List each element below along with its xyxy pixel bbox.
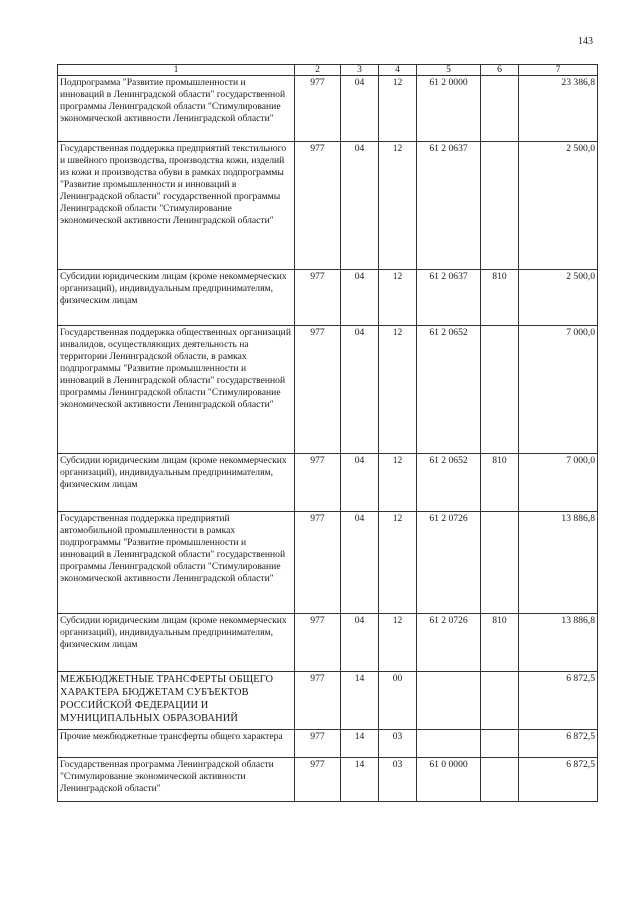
row-target-code: 61 2 0652	[417, 454, 481, 512]
row-expense-type	[481, 512, 519, 614]
row-ministry-code: 977	[295, 142, 341, 270]
row-ministry-code: 977	[295, 326, 341, 454]
row-expense-type	[481, 326, 519, 454]
row-section-code: 04	[341, 270, 379, 326]
row-subsection-code: 12	[379, 454, 417, 512]
row-expense-type	[481, 142, 519, 270]
row-amount: 6 872,5	[519, 758, 598, 802]
row-expense-type	[481, 76, 519, 142]
row-subsection-code: 03	[379, 758, 417, 802]
row-section-code: 04	[341, 76, 379, 142]
row-name: МЕЖБЮДЖЕТНЫЕ ТРАНСФЕРТЫ ОБЩЕГО ХАРАКТЕРА БЮДЖЕТАМ СУБЪЕКТОВ РОССИЙСКОЙ ФЕДЕРАЦИИ И МУНИЦИПАЛЬНЫХ ОБРАЗОВАНИЙ	[58, 672, 295, 730]
row-subsection-code: 12	[379, 512, 417, 614]
row-section-code: 14	[341, 672, 379, 730]
header-col-1: 1	[58, 65, 295, 76]
row-ministry-code: 977	[295, 76, 341, 142]
row-target-code: 61 2 0652	[417, 326, 481, 454]
row-target-code: 61 2 0637	[417, 142, 481, 270]
table-row	[58, 614, 598, 672]
row-amount: 2 500,0	[519, 142, 598, 270]
row-target-code	[417, 672, 481, 730]
row-amount: 6 872,5	[519, 730, 598, 758]
row-name: Государственная поддержка предприятий автомобильной промышленности в рамках подпрограммы "Развитие промышленности и инноваций в Ленинградской области" государственной программы Ленинградской области "Стимулирование экономической активности Ленинградской области"	[58, 512, 295, 614]
row-name: Государственная поддержка предприятий текстильного и швейного производства, производства кожи, изделий из кожи и производства обуви в рамках подпрограммы "Развитие промышленности и инноваций в Ленинградской области" государственной программы Ленинградской области "Стимулирование экономической активности Ленинградской области"	[58, 142, 295, 270]
row-ministry-code: 977	[295, 270, 341, 326]
table-row	[58, 512, 598, 614]
row-amount: 7 000,0	[519, 326, 598, 454]
table-row	[58, 454, 598, 512]
row-subsection-code: 12	[379, 270, 417, 326]
row-amount: 6 872,5	[519, 672, 598, 730]
row-name: Подпрограмма "Развитие промышленности и инноваций в Ленинградской области" государственной программы Ленинградской области "Стимулирование экономической активности Ленинградской области"	[58, 76, 295, 142]
row-expense-type: 810	[481, 270, 519, 326]
header-col-3: 3	[341, 65, 379, 76]
row-amount: 23 386,8	[519, 76, 598, 142]
page-number: 143	[578, 36, 593, 47]
header-row	[58, 65, 598, 76]
table-row	[58, 270, 598, 326]
header-col-4: 4	[379, 65, 417, 76]
row-expense-type: 810	[481, 614, 519, 672]
row-amount: 13 886,8	[519, 614, 598, 672]
header-col-7: 7	[519, 65, 598, 76]
budget-table	[57, 64, 598, 802]
row-target-code: 61 2 0726	[417, 512, 481, 614]
table-row	[58, 142, 598, 270]
table-row	[58, 76, 598, 142]
row-section-code: 04	[341, 614, 379, 672]
row-ministry-code: 977	[295, 614, 341, 672]
row-subsection-code: 03	[379, 730, 417, 758]
row-name: Субсидии юридическим лицам (кроме некоммерческих организаций), индивидуальным предпринимателям, физическим лицам	[58, 454, 295, 512]
row-name: Государственная программа Ленинградской области "Стимулирование экономической активности Ленинградской области"	[58, 758, 295, 802]
row-subsection-code: 12	[379, 142, 417, 270]
row-target-code: 61 0 0000	[417, 758, 481, 802]
row-section-code: 04	[341, 454, 379, 512]
row-amount: 7 000,0	[519, 454, 598, 512]
row-section-code: 14	[341, 730, 379, 758]
row-subsection-code: 00	[379, 672, 417, 730]
table-row	[58, 758, 598, 802]
row-ministry-code: 977	[295, 758, 341, 802]
row-expense-type	[481, 730, 519, 758]
row-section-code: 04	[341, 142, 379, 270]
row-ministry-code: 977	[295, 454, 341, 512]
row-target-code	[417, 730, 481, 758]
row-expense-type	[481, 672, 519, 730]
table-row	[58, 730, 598, 758]
row-name: Субсидии юридическим лицам (кроме некоммерческих организаций), индивидуальным предпринимателям, физическим лицам	[58, 270, 295, 326]
table-row	[58, 672, 598, 730]
row-name: Государственная поддержка общественных организаций инвалидов, осуществляющих деятельность на территории Ленинградской области, в рамках подпрограммы "Развитие промышленности и инноваций в Ленинградской области" государственной программы Ленинградской области "Стимулирование экономической активности Ленинградской области"	[58, 326, 295, 454]
row-expense-type	[481, 758, 519, 802]
header-col-5: 5	[417, 65, 481, 76]
row-name: Прочие межбюджетные трансферты общего характера	[58, 730, 295, 758]
row-ministry-code: 977	[295, 512, 341, 614]
table-row	[58, 326, 598, 454]
row-section-code: 04	[341, 512, 379, 614]
row-ministry-code: 977	[295, 730, 341, 758]
row-target-code: 61 2 0000	[417, 76, 481, 142]
row-subsection-code: 12	[379, 614, 417, 672]
row-expense-type: 810	[481, 454, 519, 512]
row-section-code: 04	[341, 326, 379, 454]
header-col-6: 6	[481, 65, 519, 76]
row-amount: 13 886,8	[519, 512, 598, 614]
row-target-code: 61 2 0637	[417, 270, 481, 326]
row-target-code: 61 2 0726	[417, 614, 481, 672]
row-subsection-code: 12	[379, 76, 417, 142]
row-section-code: 14	[341, 758, 379, 802]
row-subsection-code: 12	[379, 326, 417, 454]
row-name: Субсидии юридическим лицам (кроме некоммерческих организаций), индивидуальным предпринимателям, физическим лицам	[58, 614, 295, 672]
row-ministry-code: 977	[295, 672, 341, 730]
header-col-2: 2	[295, 65, 341, 76]
row-amount: 2 500,0	[519, 270, 598, 326]
